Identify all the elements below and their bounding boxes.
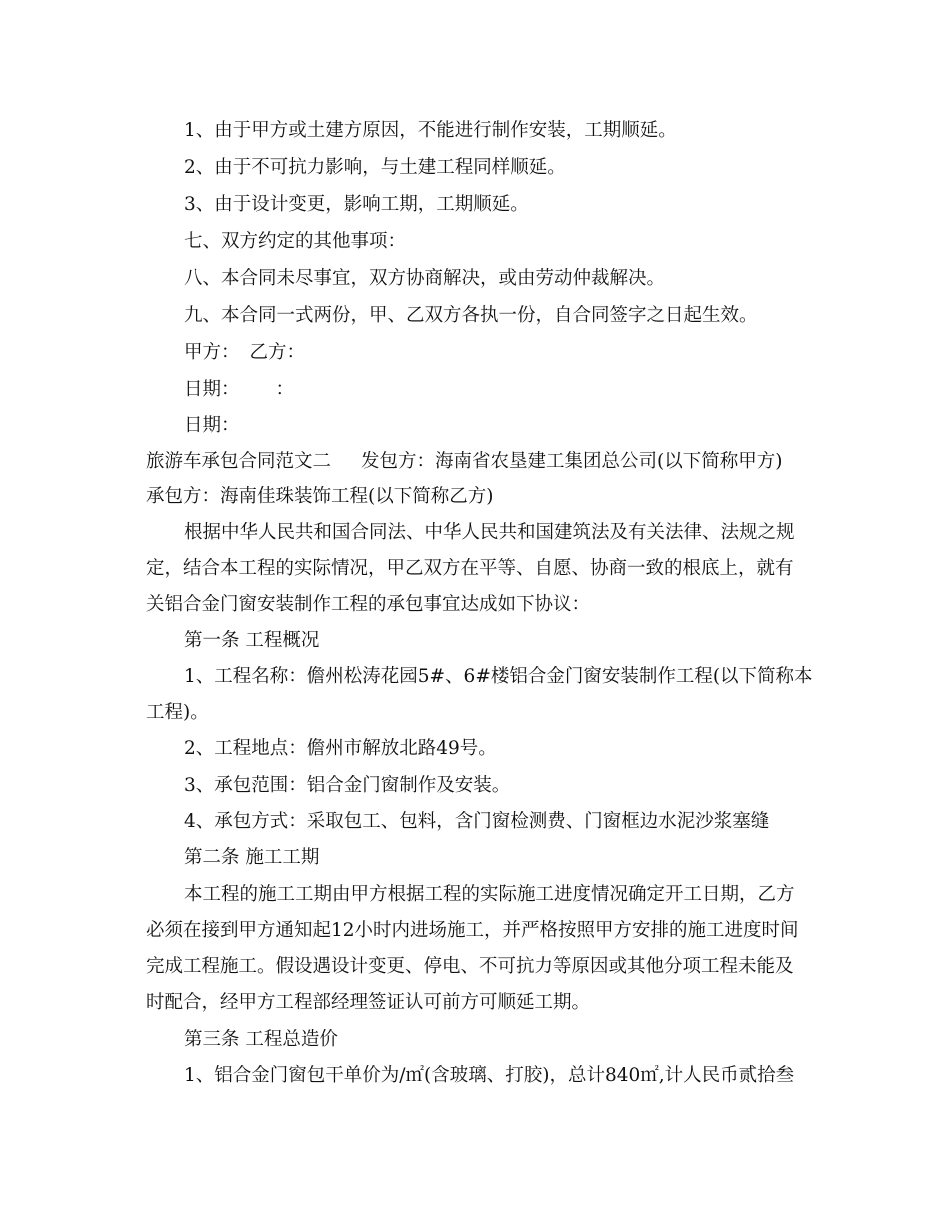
section-heading: 第二条 施工工期 bbox=[184, 847, 320, 868]
text-line: 七、双方约定的其他事项： bbox=[184, 231, 407, 252]
party-a-label: 甲方： bbox=[184, 342, 240, 363]
text-line: 必须在接到甲方通知起12小时内进场施工，并严格按照甲方安排的施工进度时间 bbox=[146, 920, 799, 941]
text-line: 1、由于甲方或土建方原因，不能进行制作安装，工期顺延。 bbox=[184, 120, 677, 141]
text-line: 1、工程名称：儋州松涛花园5#、6#楼铝合金门窗安装制作工程(以下简称本 bbox=[184, 666, 813, 687]
date-label: 日期： bbox=[184, 415, 240, 436]
text-line: 九、本合同一式两份，甲、乙双方各执一份，自合同签字之日起生效。 bbox=[184, 305, 758, 326]
signature-date-line bbox=[184, 377, 864, 403]
date-colon: ： bbox=[275, 379, 295, 400]
issuer-party: 发包方：海南省农垦建工集团总公司(以下简称甲方) bbox=[361, 451, 783, 472]
section-heading: 第三条 工程总造价 bbox=[184, 1029, 338, 1050]
section-heading: 第一条 工程概况 bbox=[184, 630, 320, 651]
text-line: 本工程的施工工期由甲方根据工程的实际施工进度情况确定开工日期，乙方 bbox=[184, 884, 795, 905]
text-line: 2、由于不可抗力影响，与土建工程同样顺延。 bbox=[184, 157, 566, 178]
text-line: 根据中华人民共和国合同法、中华人民共和国建筑法及有关法律、法规之规 bbox=[184, 522, 795, 543]
text-line: 1、铝合金门窗包干单价为/㎡(含玻璃、打胶)，总计840㎡,计人民币贰拾叁 bbox=[184, 1065, 795, 1086]
party-b-label: 乙方： bbox=[249, 342, 306, 363]
text-line: 关铝合金门窗安装制作工程的承包事宜达成如下协议： bbox=[146, 594, 591, 615]
text-line: 完成工程施工。假设遇设计变更、停电、不可抗力等原因或其他分项工程未能及 bbox=[146, 956, 794, 977]
signature-party-line bbox=[184, 340, 864, 366]
document-title: 旅游车承包合同范文二 bbox=[146, 451, 332, 472]
text-line: 4、承包方式：采取包工、包料，含门窗检测费、门窗框边水泥沙浆塞缝 bbox=[184, 811, 770, 832]
text-line: 定，结合本工程的实际情况，甲乙双方在平等、自愿、协商一致的根底上，就有 bbox=[146, 558, 794, 579]
date-label: 日期： bbox=[184, 379, 240, 400]
text-line: 2、工程地点：儋州市解放北路49号。 bbox=[184, 738, 497, 759]
text-line: 3、由于设计变更，影响工期，工期顺延。 bbox=[184, 194, 529, 215]
text-line: 3、承包范围：铝合金门窗制作及安装。 bbox=[184, 775, 511, 796]
contractor-party: 承包方：海南佳珠装饰工程(以下简称乙方) bbox=[146, 486, 494, 507]
text-line: 工程)。 bbox=[146, 702, 209, 723]
text-line: 八、本合同未尽事宜，双方协商解决，或由劳动仲裁解决。 bbox=[184, 268, 666, 289]
text-line: 时配合，经甲方工程部经理签证认可前方可顺延工期。 bbox=[146, 992, 591, 1013]
title-issuer-line bbox=[146, 449, 826, 475]
